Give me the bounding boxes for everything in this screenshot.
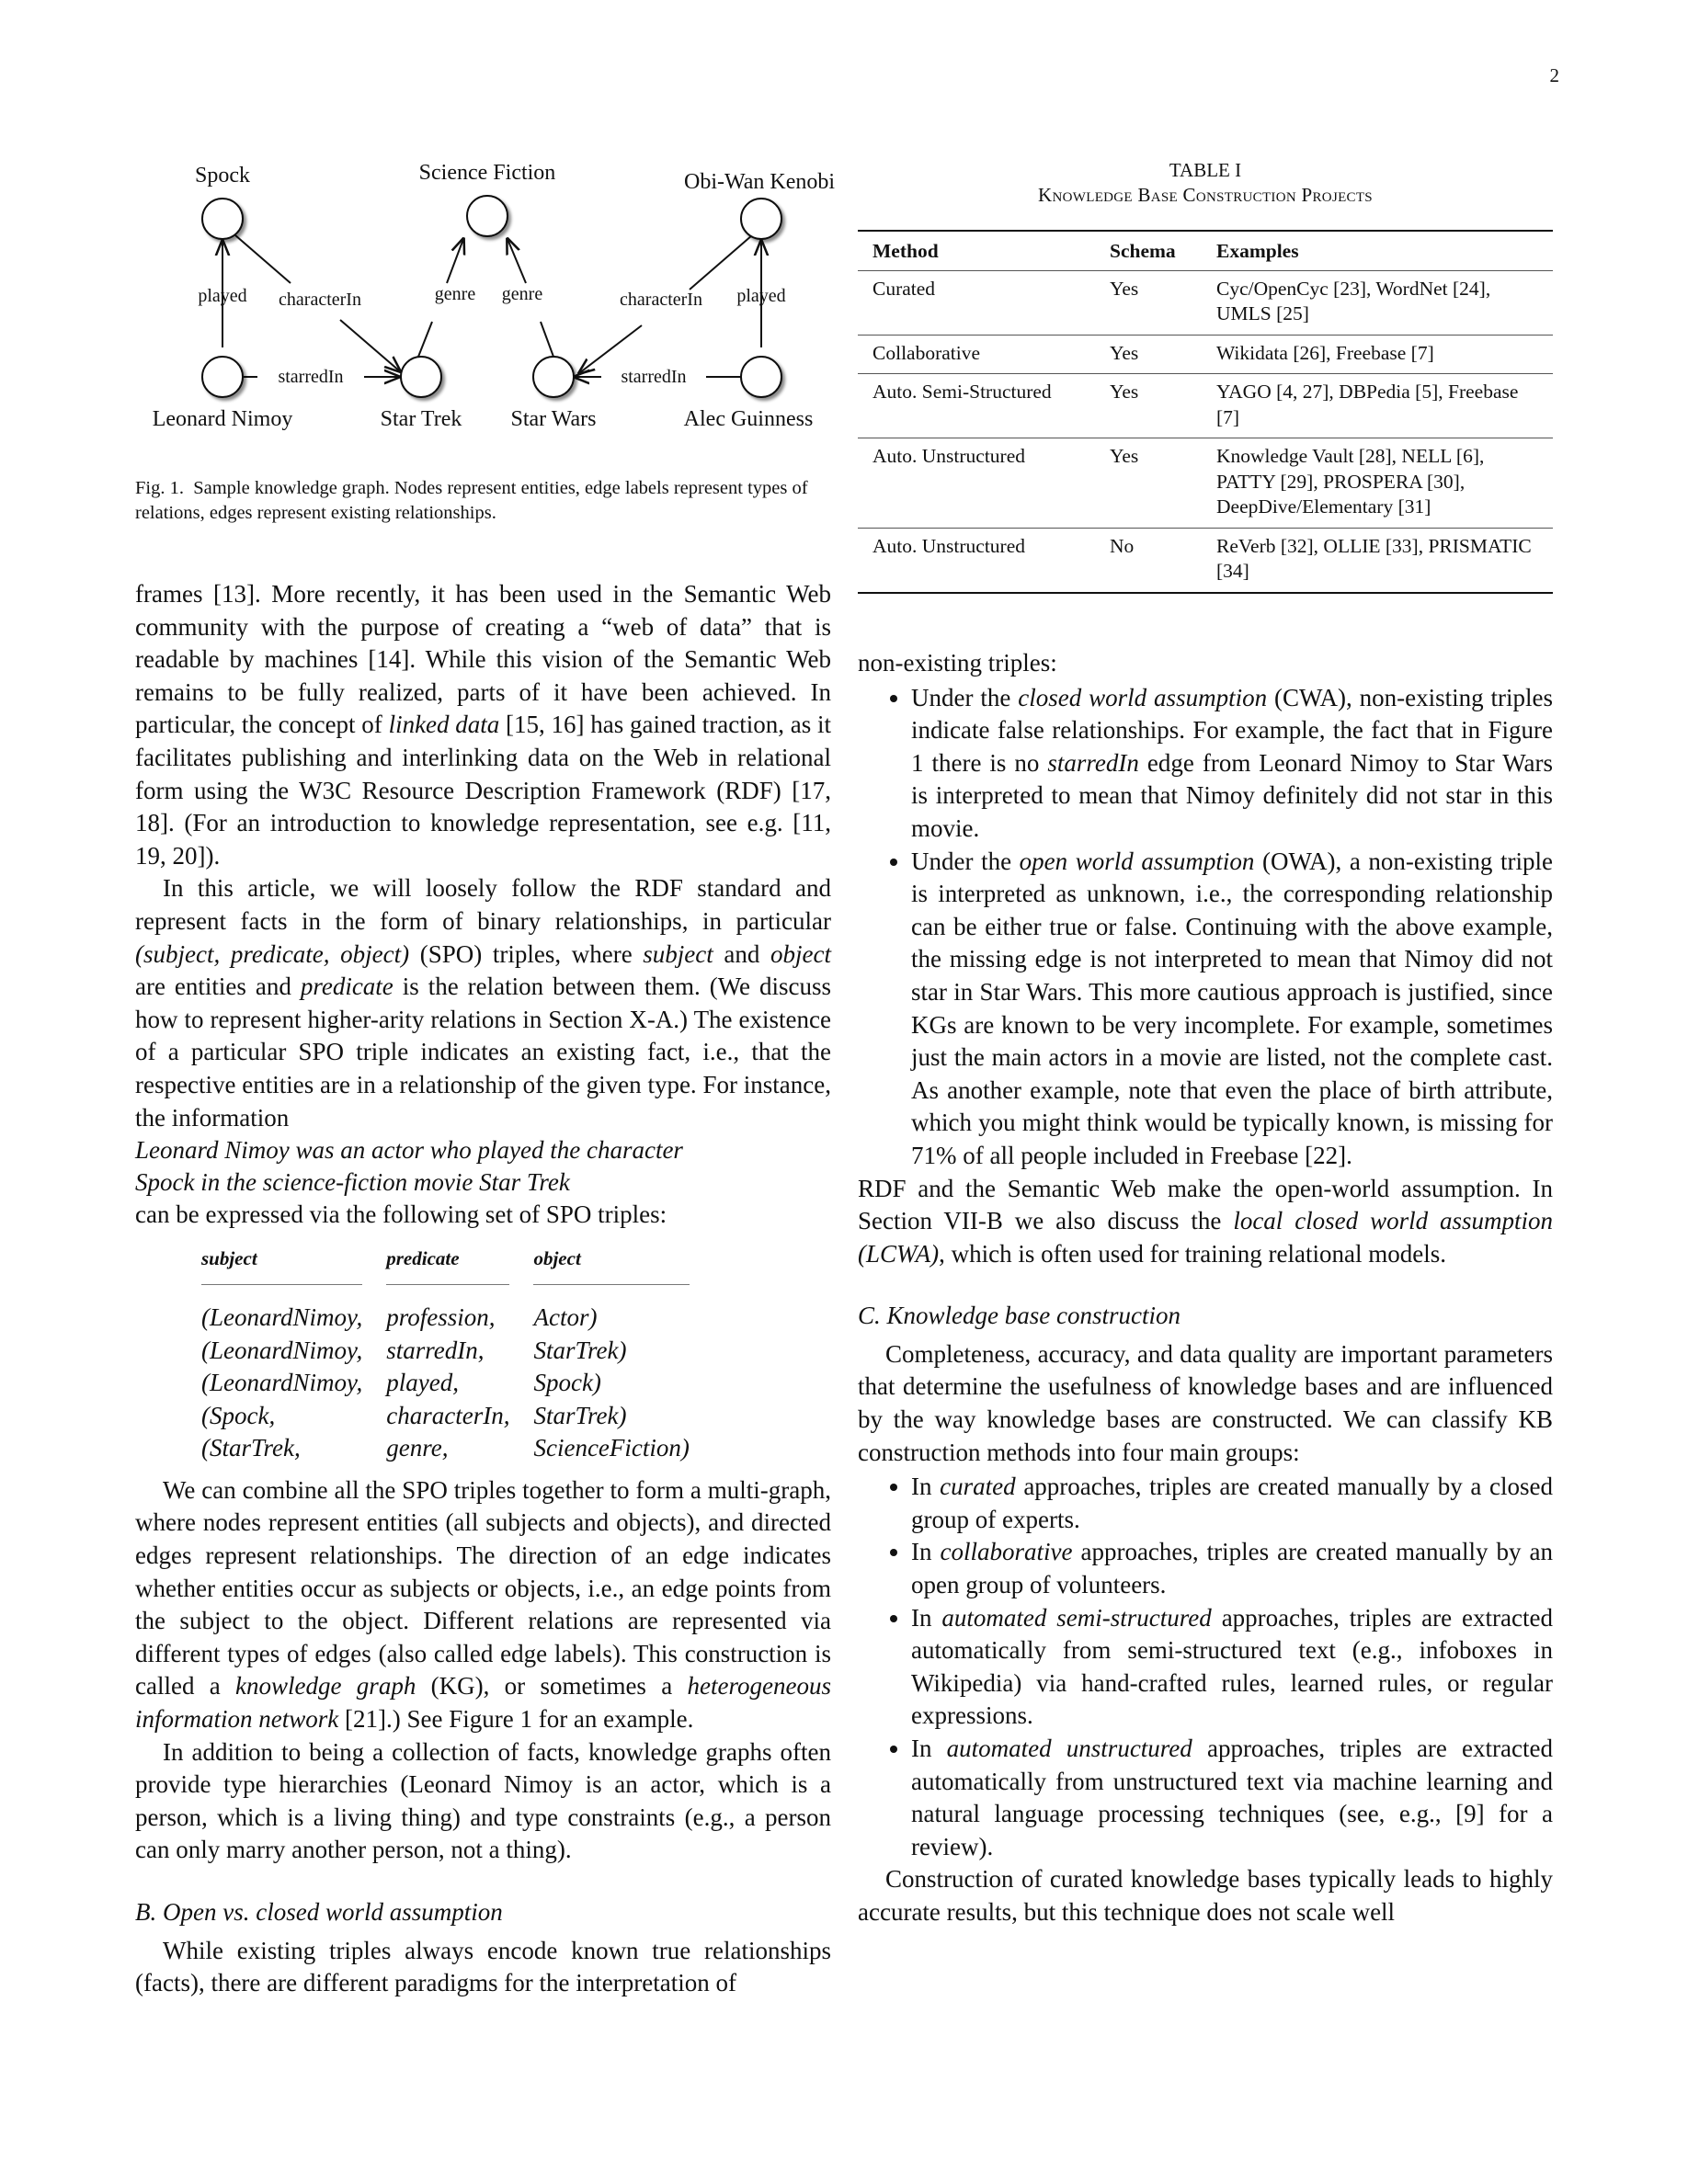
edge-genre-right	[541, 322, 553, 357]
list-item: • In curated approaches, triples are created manually by a closed group of experts.	[911, 1471, 1553, 1536]
node-spock	[202, 199, 243, 239]
edge-label-genre-right: genre	[501, 284, 543, 304]
edge-label-characterin-left: characterIn	[279, 290, 361, 310]
node-obi-wan	[741, 199, 781, 239]
edge-label-genre-left: genre	[434, 284, 476, 304]
edge-characterin-left	[235, 235, 291, 283]
table-row: Auto. Unstructured No ReVerb [32], OLLIE [33], PRISMATIC [34]	[873, 534, 1532, 582]
table-header: Examples	[1202, 231, 1553, 270]
node-star-wars	[533, 357, 574, 397]
spo-triples-table	[201, 1243, 713, 1465]
edge-label-characterin-right: characterIn	[620, 290, 702, 310]
table-caption	[858, 158, 1553, 208]
node-alec-guinness	[741, 357, 781, 397]
table-title: TABLE I	[1169, 159, 1242, 181]
edge-label-played-left: played	[198, 286, 247, 306]
paragraph: In addition to being a collection of facts, knowledge graphs often provide type hierarchies (Leonard Nimoy is an actor, which is a person, which is a living thing) and type constraints (e.g., a person can only marry another person, not a thing).	[135, 1737, 831, 1864]
example-quote: Leonard Nimoy was an actor who played the character Spock in the science-fiction movie Star Trek	[135, 1136, 683, 1197]
kb-projects-table	[858, 230, 1553, 594]
spo-row: (Spock, characterIn, StarTrek)	[201, 1401, 627, 1429]
label-star-wars: Star Wars	[510, 407, 597, 431]
table-row: Auto. Unstructured Yes Knowledge Vault [28], NELL [6], PATTY [29], PROSPERA [30], DeepDive/Elementary [31]	[858, 438, 1553, 529]
list-item: • In automated semi-structured approaches, triples are extracted automatically from semi-structured text (e.g., infoboxes in Wikipedia) via hand-crafted rules, learned rules, or regular expressions.	[911, 1602, 1553, 1733]
label-science-fiction: Science Fiction	[418, 161, 556, 185]
list-item: • In collaborative approaches, triples are created manually by an open group of volunteers.	[911, 1536, 1553, 1601]
table-row: Collaborative Yes Wikidata [26], Freebase [7]	[858, 335, 1553, 374]
spo-header: predicate	[386, 1243, 533, 1295]
table-header: Method	[858, 231, 1095, 270]
paragraph: RDF and the Semantic Web make the open-world assumption. In Section VII-B we also discuss the local closed world assumption (LCWA), which is often used for training relational models.	[858, 1174, 1553, 1268]
paragraph: Construction of curated knowledge bases typically leads to highly accurate results, but this technique does not scale well	[858, 1865, 1553, 1926]
node-leonard-nimoy	[202, 357, 243, 397]
paragraph: Completeness, accuracy, and data quality are important parameters that determine the usefulness of knowledge bases and are influenced by the way knowledge bases are constructed. We can classify KB construction methods into four main groups:	[858, 1339, 1553, 1466]
spo-row: (LeonardNimoy, starredIn, StarTrek)	[201, 1336, 627, 1364]
label-obi-wan: Obi-Wan Kenobi	[683, 170, 836, 194]
paragraph: We can combine all the SPO triples together to form a multi-graph, where nodes represent entities (all subjects and objects), and directed edges represent relationships. The direction of an edge indicates whether entities occur as subjects or objects, i.e., an edge points from the subject to the object. Different relations are represented via different types of edges (also called edge labels). This construction is called a knowledge graph (KG), or sometimes a heterogeneous information network [21].) See Figure 1 for an example.	[135, 1475, 831, 1733]
spo-row: (LeonardNimoy, played, Spock)	[201, 1369, 601, 1397]
node-science-fiction	[467, 196, 508, 236]
spo-row: (StarTrek, genre, ScienceFiction)	[201, 1434, 690, 1462]
right-column	[858, 647, 1553, 1929]
node-star-trek	[401, 357, 441, 397]
left-column	[135, 578, 831, 2000]
section-heading-b: B. Open vs. closed world assumption	[135, 1897, 503, 1926]
spo-header: object	[533, 1243, 713, 1295]
figure-caption	[135, 476, 834, 526]
paragraph: While existing triples always encode known true relationships (facts), there are different paradigms for the interpretation of	[135, 1936, 831, 1997]
construction-methods-list	[858, 1471, 1553, 1863]
page-number: 2	[1549, 64, 1559, 86]
edge-genre-right-arrow	[508, 239, 526, 283]
edge-genre-left	[418, 322, 432, 357]
knowledge-graph-figure	[138, 147, 846, 441]
list-item: • Under the open world assumption (OWA), a non-existing triple is interpreted as unknown, i.e., the corresponding relationship can be either true or false. Continuing with the above example, the missing edge is not interpreted to mean that Nimoy did not star in Star Wars. This more cautious approach is justified, since KGs are known to be very incomplete. For example, sometimes just the main actors in a movie are listed, not the complete cast. As another example, note that even the place of birth attribute, which you might think would be typically known, is missing for 71% of all people included in Freebase [22].	[911, 846, 1553, 1173]
list-item: • Under the closed world assumption (CWA), non-existing triples indicate false relationships. For example, the fact that in Figure 1 there is no starredIn edge from Leonard Nimoy to Star Wars is interpreted to mean that Nimoy definitely did not star in this movie.	[911, 682, 1553, 846]
edge-label-starredin-left: starredIn	[278, 367, 344, 387]
label-leonard-nimoy: Leonard Nimoy	[152, 407, 293, 431]
table-row: Curated Yes Cyc/OpenCyc [23], WordNet [24], UMLS [25]	[858, 270, 1553, 335]
paragraph: can be expressed via the following set of SPO triples:	[135, 1200, 667, 1229]
spo-row: (LeonardNimoy, profession, Actor)	[201, 1303, 598, 1332]
table-row: Auto. Semi-Structured Yes YAGO [4, 27], DBPedia [5], Freebase [7]	[858, 374, 1553, 438]
edge-characterin-right	[690, 235, 752, 290]
edge-label-starredin-right: starredIn	[621, 367, 687, 387]
table-subtitle: Knowledge Base Construction Projects	[1038, 184, 1373, 206]
spo-header: subject	[201, 1243, 386, 1295]
table-header: Schema	[1095, 231, 1202, 270]
edge-label-played-right: played	[736, 286, 786, 306]
label-alec-guinness: Alec Guinness	[683, 407, 814, 431]
label-star-trek: Star Trek	[380, 407, 462, 431]
edge-characterin-left-arrow	[340, 320, 400, 371]
edge-genre-left-arrow	[447, 239, 463, 283]
list-item: • In automated unstructured approaches, triples are extracted automatically from unstructured text via machine learning and natural language processing techniques (see, e.g., [9] for a review).	[911, 1733, 1553, 1863]
figure-caption-label: Fig. 1.	[135, 478, 184, 498]
figure-caption-text: Sample knowledge graph. Nodes represent entities, edge labels represent types of relations, edges represent existing relationships.	[135, 478, 808, 523]
paragraph: In this article, we will loosely follow the RDF standard and represent facts in the form of binary relationships, in particular (subject, predicate, object) (SPO) triples, where subject and object are entities and predicate is the relation between them. (We discuss how to represent higher-arity relations in Section X-A.) The existence of a particular SPO triple indicates an existing fact, i.e., that the respective entities are in a relationship of the given type. For instance, the information	[135, 874, 831, 1132]
section-heading-c: C. Knowledge base construction	[858, 1302, 1180, 1330]
label-spock: Spock	[195, 164, 250, 188]
assumption-list	[858, 682, 1553, 1173]
paragraph: non-existing triples:	[858, 649, 1057, 677]
paragraph: frames [13]. More recently, it has been used in the Semantic Web community with the purpose of creating a “web of data” that is readable by machines [14]. While this vision of the Semantic Web remains to be fully realized, parts of it have been achieved. In particular, the concept of linked data [15, 16] has gained traction, as it facilitates publishing and interlinking data on the Web in relational form using the W3C Resource Description Framework (RDF) [17, 18]. (For an introduction to knowledge representation, see e.g. [11, 19, 20]).	[135, 580, 831, 870]
